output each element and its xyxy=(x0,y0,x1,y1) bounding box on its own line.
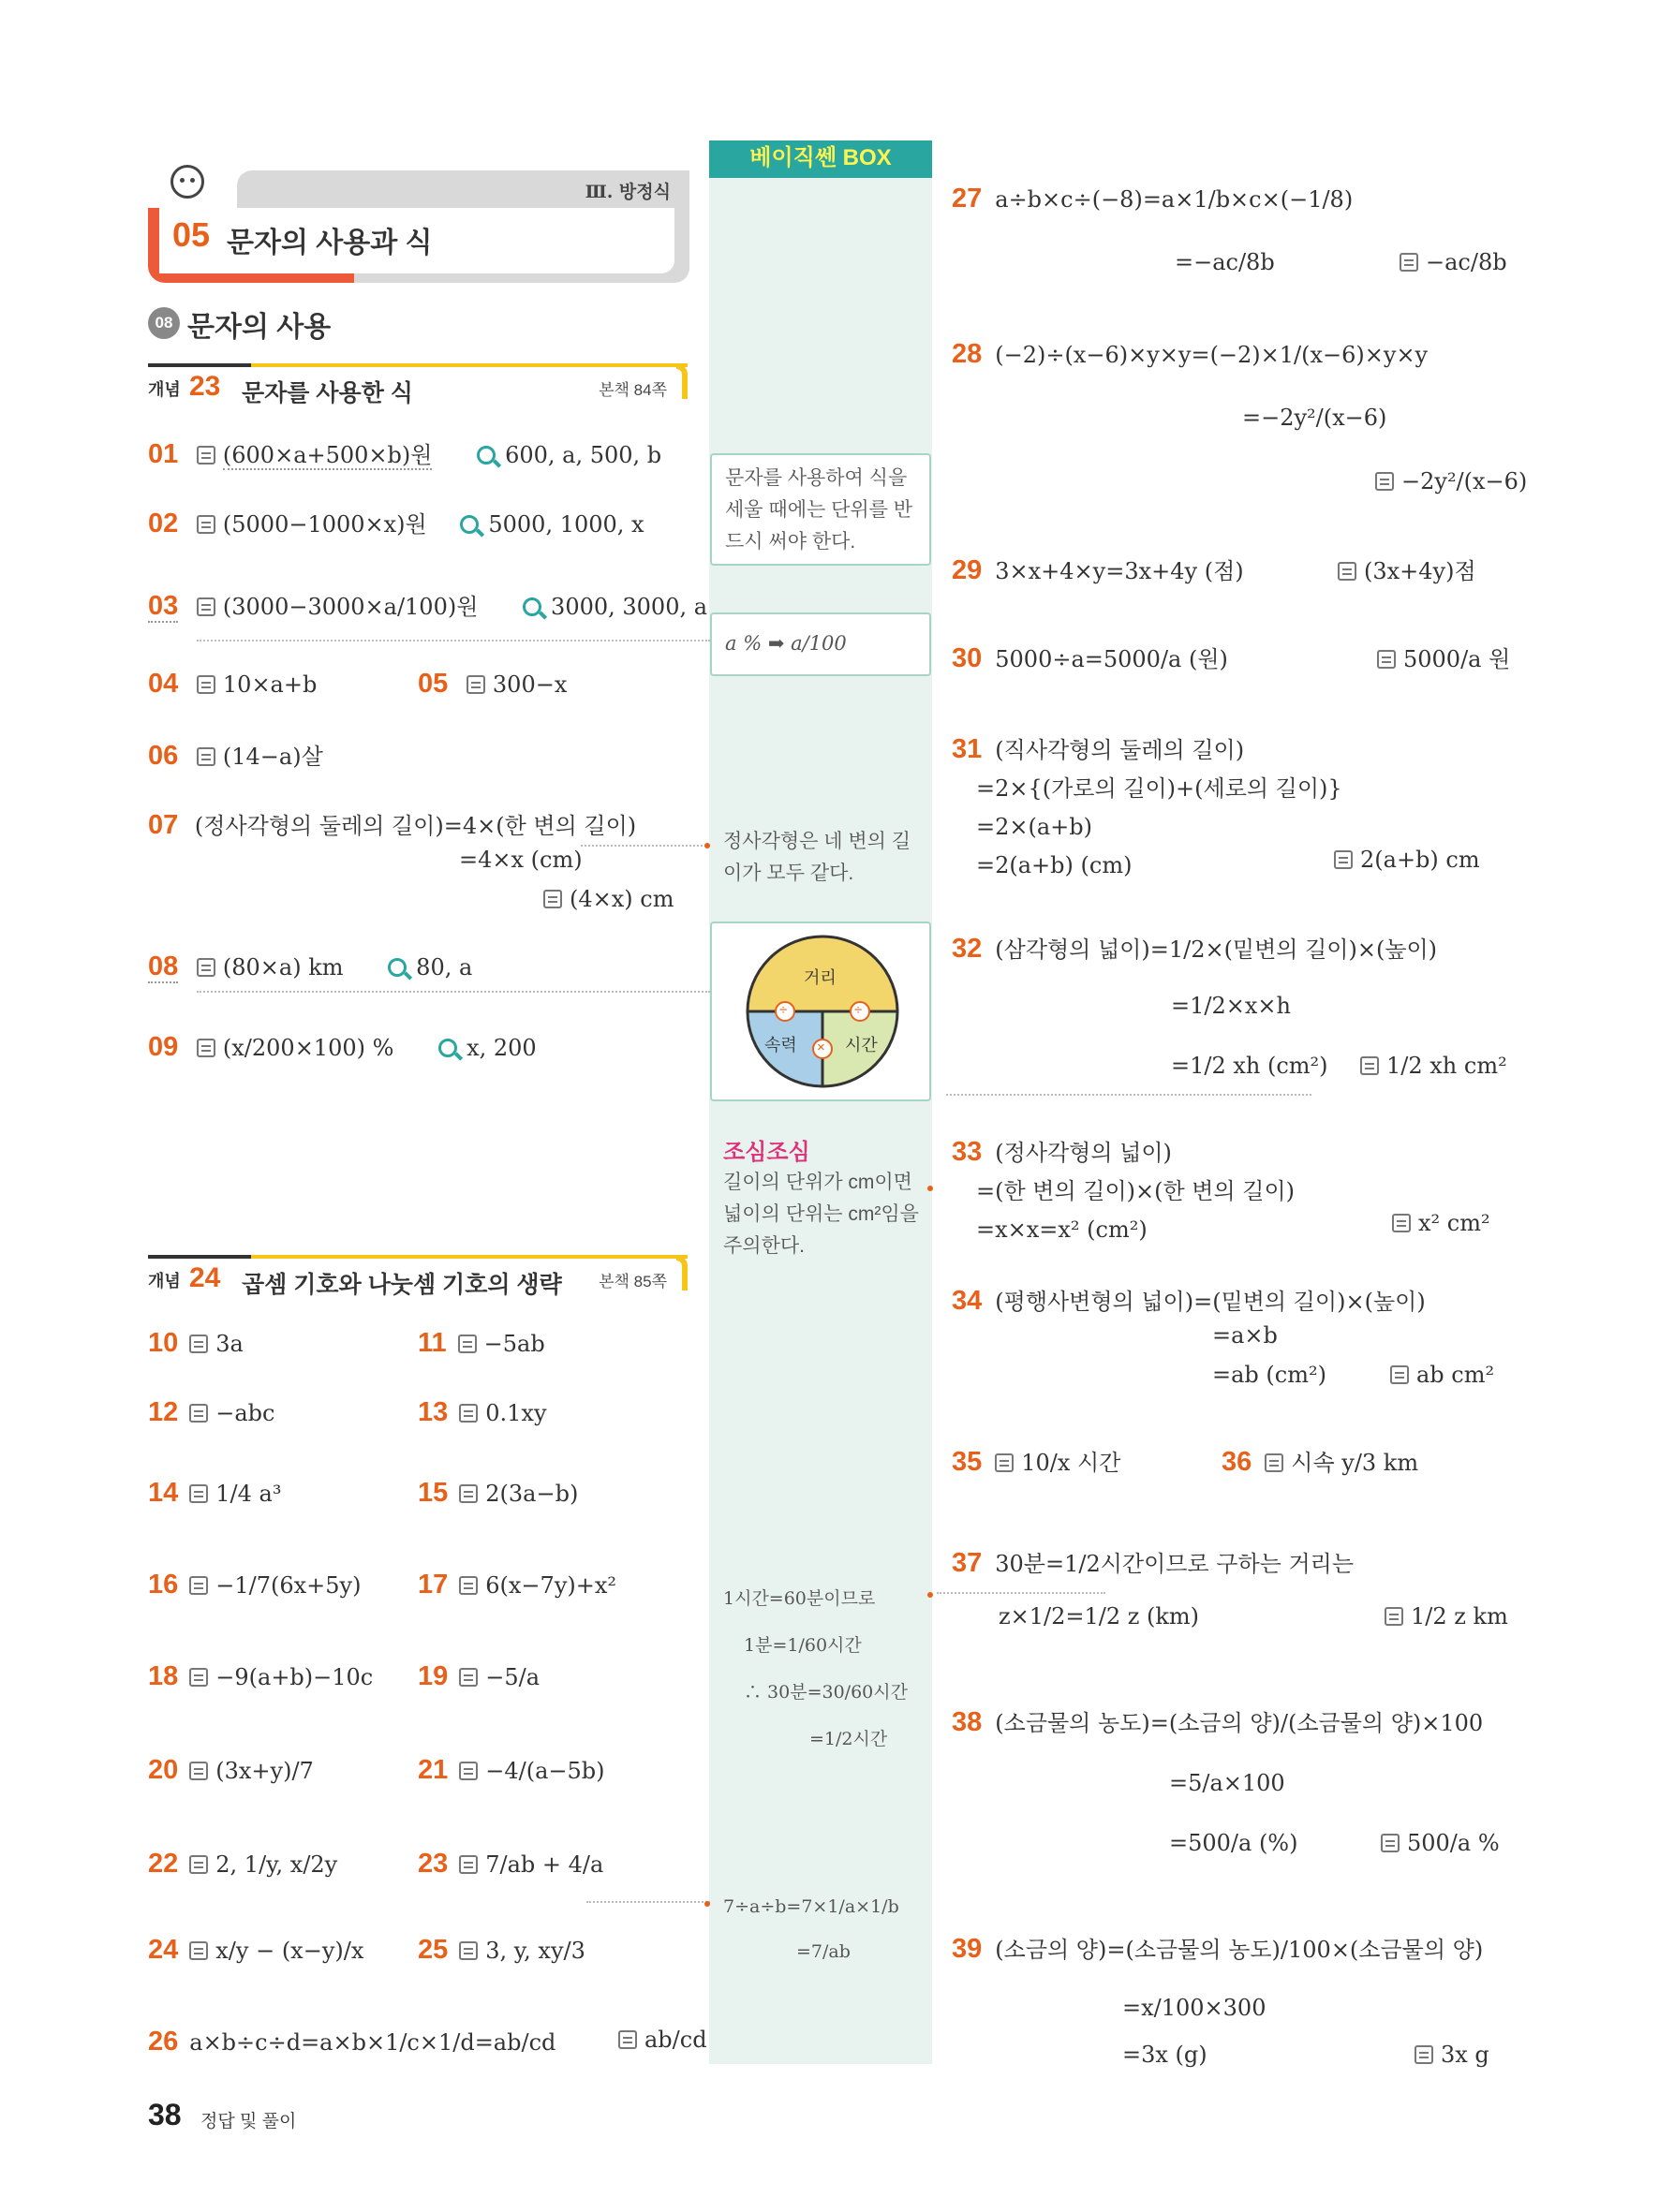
hint: x, 200 xyxy=(467,1035,537,1061)
answer-icon xyxy=(1360,1056,1379,1075)
item-number: 31 xyxy=(952,734,983,764)
concept-ref: 본책 85쪽 xyxy=(599,1273,667,1290)
concept-yellow-corner xyxy=(676,363,688,399)
section-header xyxy=(148,170,689,283)
hint: 3000, 3000, a xyxy=(551,594,708,620)
concept-bar-24 xyxy=(148,1255,688,1296)
line-2: =2×{(가로의 길이)+(세로의 길이)} xyxy=(976,775,1342,802)
item-34-answer xyxy=(1390,1362,1494,1388)
item-27 xyxy=(952,184,1353,214)
item-38-line3: =500/a (%) xyxy=(1169,1830,1298,1856)
item-32-line2: =1/2×x×h xyxy=(1171,993,1291,1019)
answer-icon xyxy=(618,2030,637,2049)
item-39 xyxy=(952,1931,1483,1965)
hint: 80, a xyxy=(416,954,473,981)
answer: 1/2 z km xyxy=(1411,1603,1508,1630)
circle-left-label: 속력 xyxy=(764,1036,797,1054)
sub-badge-label: 08 xyxy=(155,314,173,332)
note-dot xyxy=(704,843,710,848)
item-number: 34 xyxy=(952,1286,983,1316)
item-12 xyxy=(148,1397,275,1428)
answer-icon xyxy=(197,446,215,465)
answer: (3x+4y)점 xyxy=(1364,558,1476,584)
item-11 xyxy=(418,1328,545,1359)
item-01 xyxy=(148,436,661,470)
item-16 xyxy=(148,1570,361,1600)
concept-yellow-underline xyxy=(251,363,688,367)
answer: 3x g xyxy=(1441,2042,1489,2068)
item-28-line2: =−2y²/(x−6) xyxy=(1242,405,1387,431)
item-number: 27 xyxy=(952,184,983,214)
item-24 xyxy=(148,1935,363,1966)
item-number: 26 xyxy=(148,2027,179,2057)
concept-yellow-corner xyxy=(676,1255,688,1290)
item-07-answer xyxy=(543,886,674,912)
item-33-answer xyxy=(1392,1210,1490,1236)
answer-icon xyxy=(458,1335,477,1353)
time-line-1: 1시간=60분이므로 xyxy=(723,1588,876,1609)
chapter-label: Ⅲ. 방정식 xyxy=(585,182,671,202)
answer-icon xyxy=(459,1941,478,1960)
section-title: 문자의 사용과 식 xyxy=(227,228,433,258)
answer-icon xyxy=(459,1576,478,1595)
answer: 10×a+b xyxy=(222,671,318,698)
answer-icon xyxy=(1392,1214,1411,1232)
dotted-leader-37 xyxy=(937,1592,1105,1594)
answer: −4/(a−5b) xyxy=(485,1758,605,1784)
answer-icon xyxy=(1385,1607,1403,1626)
answer-icon xyxy=(189,1668,208,1687)
item-number: 30 xyxy=(952,643,983,673)
answer: (3000−3000×a/100)원 xyxy=(222,594,479,620)
answer: x/y − (x−y)/x xyxy=(215,1938,364,1964)
answer: −ac/8b xyxy=(1426,249,1507,275)
line-1: 30분=1/2시간이므로 구하는 거리는 xyxy=(995,1551,1355,1577)
item-04 xyxy=(148,669,317,700)
concept-yellow-underline xyxy=(251,1255,688,1259)
item-number: 22 xyxy=(148,1849,179,1879)
note-percent xyxy=(710,612,931,676)
item-number: 03 xyxy=(148,591,179,621)
item-02 xyxy=(148,506,644,539)
item-32-answer xyxy=(1360,1053,1507,1079)
box-tab-label: 베이직쎈 BOX xyxy=(740,140,901,178)
item-03 xyxy=(148,588,707,622)
concept-ref: 본책 84쪽 xyxy=(599,381,667,399)
item-33 xyxy=(952,1133,1295,1249)
answer-icon xyxy=(197,1039,215,1057)
item-19 xyxy=(418,1661,540,1692)
concept-label: 개념 xyxy=(148,380,181,399)
expression: a×b÷c÷d=a×b×1/c×1/d=ab/cd xyxy=(189,2029,556,2056)
item-31 xyxy=(952,730,1342,885)
item-07-line2: =4×x (cm) xyxy=(459,847,583,873)
item-36 xyxy=(1222,1444,1418,1478)
item-number: 16 xyxy=(148,1570,179,1600)
item-35 xyxy=(952,1444,1120,1478)
item-number: 13 xyxy=(418,1397,449,1427)
answer: 1/4 a³ xyxy=(215,1481,282,1507)
time-note xyxy=(723,1575,908,1762)
answer-icon xyxy=(1338,562,1356,581)
concept-title: 곱셈 기호와 나눗셈 기호의 생략 xyxy=(242,1272,562,1298)
note-text: 정사각형은 네 변의 길이가 모두 같다. xyxy=(723,831,911,884)
answer: −5ab xyxy=(483,1331,545,1357)
item-number: 11 xyxy=(418,1328,447,1358)
answer: 2, 1/y, x/2y xyxy=(215,1851,338,1878)
dotted-leader-08 xyxy=(197,991,710,993)
line-4: =2(a+b) (cm) xyxy=(976,852,1133,878)
answer-icon xyxy=(189,1404,208,1423)
answer-icon xyxy=(1390,1365,1409,1384)
hint-magnifier-icon xyxy=(438,1039,457,1057)
division-note xyxy=(723,1884,899,1974)
item-number: 08 xyxy=(148,951,179,981)
answer-icon xyxy=(1377,650,1396,669)
item-05 xyxy=(418,669,567,700)
item-29-answer xyxy=(1338,553,1476,585)
item-number: 24 xyxy=(148,1935,179,1965)
circle-right-label: 시간 xyxy=(845,1036,878,1054)
answer: x² cm² xyxy=(1418,1210,1490,1236)
note-text: 문자를 사용하여 식을 세울 때에는 단위를 반드시 써야 한다. xyxy=(725,467,913,553)
answer-icon xyxy=(197,747,215,766)
item-13 xyxy=(418,1397,547,1428)
item-26-answer xyxy=(618,2027,707,2053)
answer-icon xyxy=(189,1941,208,1960)
note-text: 길이의 단위가 cm이면 넓이의 단위는 cm²임을 주의한다. xyxy=(723,1172,919,1257)
item-17 xyxy=(418,1570,616,1600)
line-1: (소금의 양)=(소금물의 농도)/100×(소금물의 양) xyxy=(995,1937,1484,1963)
note-units xyxy=(710,453,931,566)
answer-icon xyxy=(197,675,215,694)
item-29 xyxy=(952,553,1244,586)
item-34-line3: =ab (cm²) xyxy=(1212,1362,1326,1388)
answer: (4×x) cm xyxy=(570,886,674,912)
answer: −5/a xyxy=(485,1664,541,1690)
item-30-answer xyxy=(1377,641,1510,673)
divide-icon-left: ÷ xyxy=(779,1002,788,1018)
item-06 xyxy=(148,738,323,772)
answer-icon xyxy=(1400,253,1418,272)
answer-icon xyxy=(543,890,562,908)
section-number: 05 xyxy=(172,215,211,254)
time-line-2: 1분=1/60시간 xyxy=(744,1635,862,1656)
answer: 시속 y/3 km xyxy=(1291,1450,1419,1476)
item-number: 01 xyxy=(148,439,179,469)
answer-icon xyxy=(1381,1834,1400,1852)
answer-icon xyxy=(459,1404,478,1423)
sub-badge xyxy=(148,307,180,339)
hint: 600, a, 500, b xyxy=(505,442,662,468)
answer-icon xyxy=(197,958,215,977)
item-32 xyxy=(952,931,1437,965)
answer: −abc xyxy=(215,1400,275,1426)
answer-icon xyxy=(1375,472,1394,491)
item-number: 14 xyxy=(148,1478,179,1508)
answer-icon xyxy=(1265,1453,1283,1472)
page-number: 38 xyxy=(148,2098,182,2131)
answer-icon xyxy=(459,1762,478,1780)
line-3: =2×(a+b) xyxy=(976,814,1092,840)
answer-icon xyxy=(189,1335,208,1353)
item-25 xyxy=(418,1935,585,1966)
division-line-1: 7÷a÷b=7×1/a×1/b xyxy=(723,1896,899,1917)
item-number: 39 xyxy=(952,1934,983,1964)
line-1: (직사각형의 둘레의 길이) xyxy=(995,737,1245,763)
item-number: 21 xyxy=(418,1755,449,1785)
note-dot xyxy=(927,1592,933,1598)
division-line-2: =7/ab xyxy=(796,1941,851,1962)
answer: −9(a+b)−10c xyxy=(215,1664,374,1690)
speed-distance-time-diagram xyxy=(712,923,933,1099)
answer: (600×a+500×b)원 xyxy=(222,442,433,468)
answer: −2y²/(x−6) xyxy=(1401,468,1528,494)
dotted-leader-32 xyxy=(946,1094,1311,1096)
line-1: (−2)÷(x−6)×y×y=(−2)×1/(x−6)×y×y xyxy=(995,342,1429,368)
item-27-answer xyxy=(1400,249,1507,275)
item-09 xyxy=(148,1032,537,1063)
answer: (80×a) km xyxy=(222,954,344,981)
divide-icon-right: ÷ xyxy=(854,1002,863,1018)
item-39-line3: =3x (g) xyxy=(1122,2042,1207,2068)
note-dot xyxy=(927,1186,933,1191)
hint-magnifier-icon xyxy=(460,515,479,534)
line-1: a÷b×c÷(−8)=a×1/b×c×(−1/8) xyxy=(995,186,1354,213)
answer-icon xyxy=(197,515,215,534)
time-line-3: ∴ 30분=30/60시간 xyxy=(744,1682,908,1703)
circle-top-label: 거리 xyxy=(804,968,837,987)
answer: 7/ab + 4/a xyxy=(485,1851,604,1878)
answer: 2(a+b) cm xyxy=(1360,847,1480,873)
item-number: 02 xyxy=(148,509,179,538)
item-number: 20 xyxy=(148,1755,179,1785)
item-number: 15 xyxy=(418,1478,449,1508)
concept-label: 개념 xyxy=(148,1272,181,1290)
item-number: 19 xyxy=(418,1661,449,1691)
answer: (x/200×100) % xyxy=(222,1035,394,1061)
item-number: 07 xyxy=(148,810,179,840)
item-number: 32 xyxy=(952,934,983,964)
answer-icon xyxy=(197,597,215,616)
line-1: (삼각형의 넓이)=1/2×(밑변의 길이)×(높이) xyxy=(995,936,1438,963)
item-number: 37 xyxy=(952,1548,983,1578)
item-38 xyxy=(952,1704,1483,1738)
answer-icon xyxy=(995,1453,1014,1472)
item-number: 23 xyxy=(418,1849,449,1879)
item-number: 33 xyxy=(952,1137,983,1167)
item-37-line2: z×1/2=1/2 z (km) xyxy=(999,1603,1200,1630)
answer-icon xyxy=(1334,850,1353,869)
item-26 xyxy=(148,2027,555,2057)
answer: (3x+y)/7 xyxy=(215,1758,314,1784)
item-38-line2: =5/a×100 xyxy=(1169,1770,1285,1796)
item-18 xyxy=(148,1661,373,1692)
answer-icon xyxy=(189,1855,208,1874)
item-37-answer xyxy=(1385,1603,1508,1630)
item-20 xyxy=(148,1755,314,1786)
item-23 xyxy=(418,1849,603,1880)
dotted-leader-03 xyxy=(197,640,710,641)
item-21 xyxy=(418,1755,605,1786)
item-number: 35 xyxy=(952,1447,983,1477)
time-line-4: =1/2시간 xyxy=(809,1729,888,1749)
item-number: 28 xyxy=(952,339,983,369)
answer: 10/x 시간 xyxy=(1021,1450,1121,1476)
answer: 3, y, xy/3 xyxy=(485,1938,585,1964)
item-number: 36 xyxy=(1222,1447,1252,1477)
item-39-answer xyxy=(1415,2042,1489,2068)
item-37 xyxy=(952,1545,1354,1579)
answer-icon xyxy=(459,1484,478,1503)
answer: ab cm² xyxy=(1416,1362,1495,1388)
sub-title: 문자의 사용 xyxy=(187,312,332,343)
mascot-icon xyxy=(170,165,204,199)
item-10 xyxy=(148,1328,244,1359)
answer: 0.1xy xyxy=(485,1400,547,1426)
note-square xyxy=(723,826,924,890)
item-30 xyxy=(952,641,1228,674)
answer: (5000−1000×x)원 xyxy=(222,511,427,538)
item-number: 18 xyxy=(148,1661,179,1691)
item-07 xyxy=(148,807,636,841)
hint-magnifier-icon xyxy=(388,958,407,977)
note-dot xyxy=(704,1901,710,1907)
item-14 xyxy=(148,1478,281,1509)
line-2: =(한 변의 길이)×(한 변의 길이) xyxy=(976,1178,1296,1204)
answer-icon xyxy=(467,675,485,694)
concept-title: 문자를 사용한 식 xyxy=(242,380,413,406)
answer-icon xyxy=(459,1855,478,1874)
line-1: 3×x+4×y=3x+4y (점) xyxy=(995,558,1244,584)
item-34 xyxy=(952,1283,1426,1317)
item-number: 17 xyxy=(418,1570,449,1600)
dotted-leader-07 xyxy=(581,845,710,847)
hint-magnifier-icon xyxy=(477,446,496,465)
item-15 xyxy=(418,1478,578,1509)
item-32-line3: =1/2 xh (cm²) xyxy=(1171,1053,1328,1079)
hint-magnifier-icon xyxy=(523,597,541,616)
answer: −1/7(6x+5y) xyxy=(215,1572,362,1599)
answer: (14−a)살 xyxy=(222,744,323,770)
answer-icon xyxy=(189,1484,208,1503)
item-number: 29 xyxy=(952,555,983,585)
item-27-line2: =−ac/8b xyxy=(1175,249,1275,275)
line-1: 5000÷a=5000/a (원) xyxy=(995,646,1228,672)
note-text: a % ➡ a/100 xyxy=(725,632,847,655)
caution-note xyxy=(723,1167,924,1262)
item-number: 38 xyxy=(952,1707,983,1737)
concept-number: 23 xyxy=(189,371,221,402)
item-38-answer xyxy=(1381,1830,1500,1856)
answer-icon xyxy=(189,1576,208,1595)
concept-bar-23 xyxy=(148,363,688,405)
answer: 1/2 xh cm² xyxy=(1386,1053,1507,1079)
answer: 6(x−7y)+x² xyxy=(485,1572,616,1599)
item-number: 04 xyxy=(148,669,179,699)
answer: 300−x xyxy=(492,671,568,698)
item-number: 09 xyxy=(148,1032,179,1062)
item-number: 06 xyxy=(148,741,179,771)
answer-icon xyxy=(189,1762,208,1780)
item-08 xyxy=(148,951,472,982)
answer: 5000/a 원 xyxy=(1403,646,1511,672)
hint: 5000, 1000, x xyxy=(488,511,644,538)
speed-distance-time-box xyxy=(710,922,931,1101)
dotted-leader-23 xyxy=(586,1901,710,1903)
item-34-line2: =a×b xyxy=(1212,1322,1278,1349)
item-28-answer xyxy=(1375,468,1527,494)
concept-number: 24 xyxy=(189,1262,221,1293)
line-1: (정사각형의 둘레의 길이)=4×(한 변의 길이) xyxy=(194,813,637,839)
item-28 xyxy=(952,339,1428,370)
answer-icon xyxy=(459,1668,478,1687)
caution-title: 조심조심 xyxy=(723,1140,810,1165)
answer: 3a xyxy=(215,1331,244,1357)
item-39-line2: =x/100×300 xyxy=(1122,1995,1266,2021)
item-number: 05 xyxy=(418,669,449,699)
item-number: 12 xyxy=(148,1397,179,1427)
item-31-answer xyxy=(1334,847,1480,873)
item-22 xyxy=(148,1849,337,1880)
answer: 2(3a−b) xyxy=(485,1481,579,1507)
line-1: (정사각형의 넓이) xyxy=(995,1140,1172,1166)
answer: ab/cd xyxy=(644,2027,707,2053)
footer-label: 정답 및 풀이 xyxy=(200,2112,297,2131)
answer-icon xyxy=(1415,2045,1433,2064)
line-1: (평행사변형의 넓이)=(밑변의 길이)×(높이) xyxy=(995,1289,1426,1315)
item-number: 10 xyxy=(148,1328,179,1358)
multiply-icon: × xyxy=(817,1040,825,1055)
line-1: (소금물의 농도)=(소금의 양)/(소금물의 양)×100 xyxy=(995,1710,1484,1736)
answer: 500/a % xyxy=(1407,1830,1500,1856)
item-number: 25 xyxy=(418,1935,449,1965)
line-3: =x×x=x² (cm²) xyxy=(976,1217,1148,1243)
